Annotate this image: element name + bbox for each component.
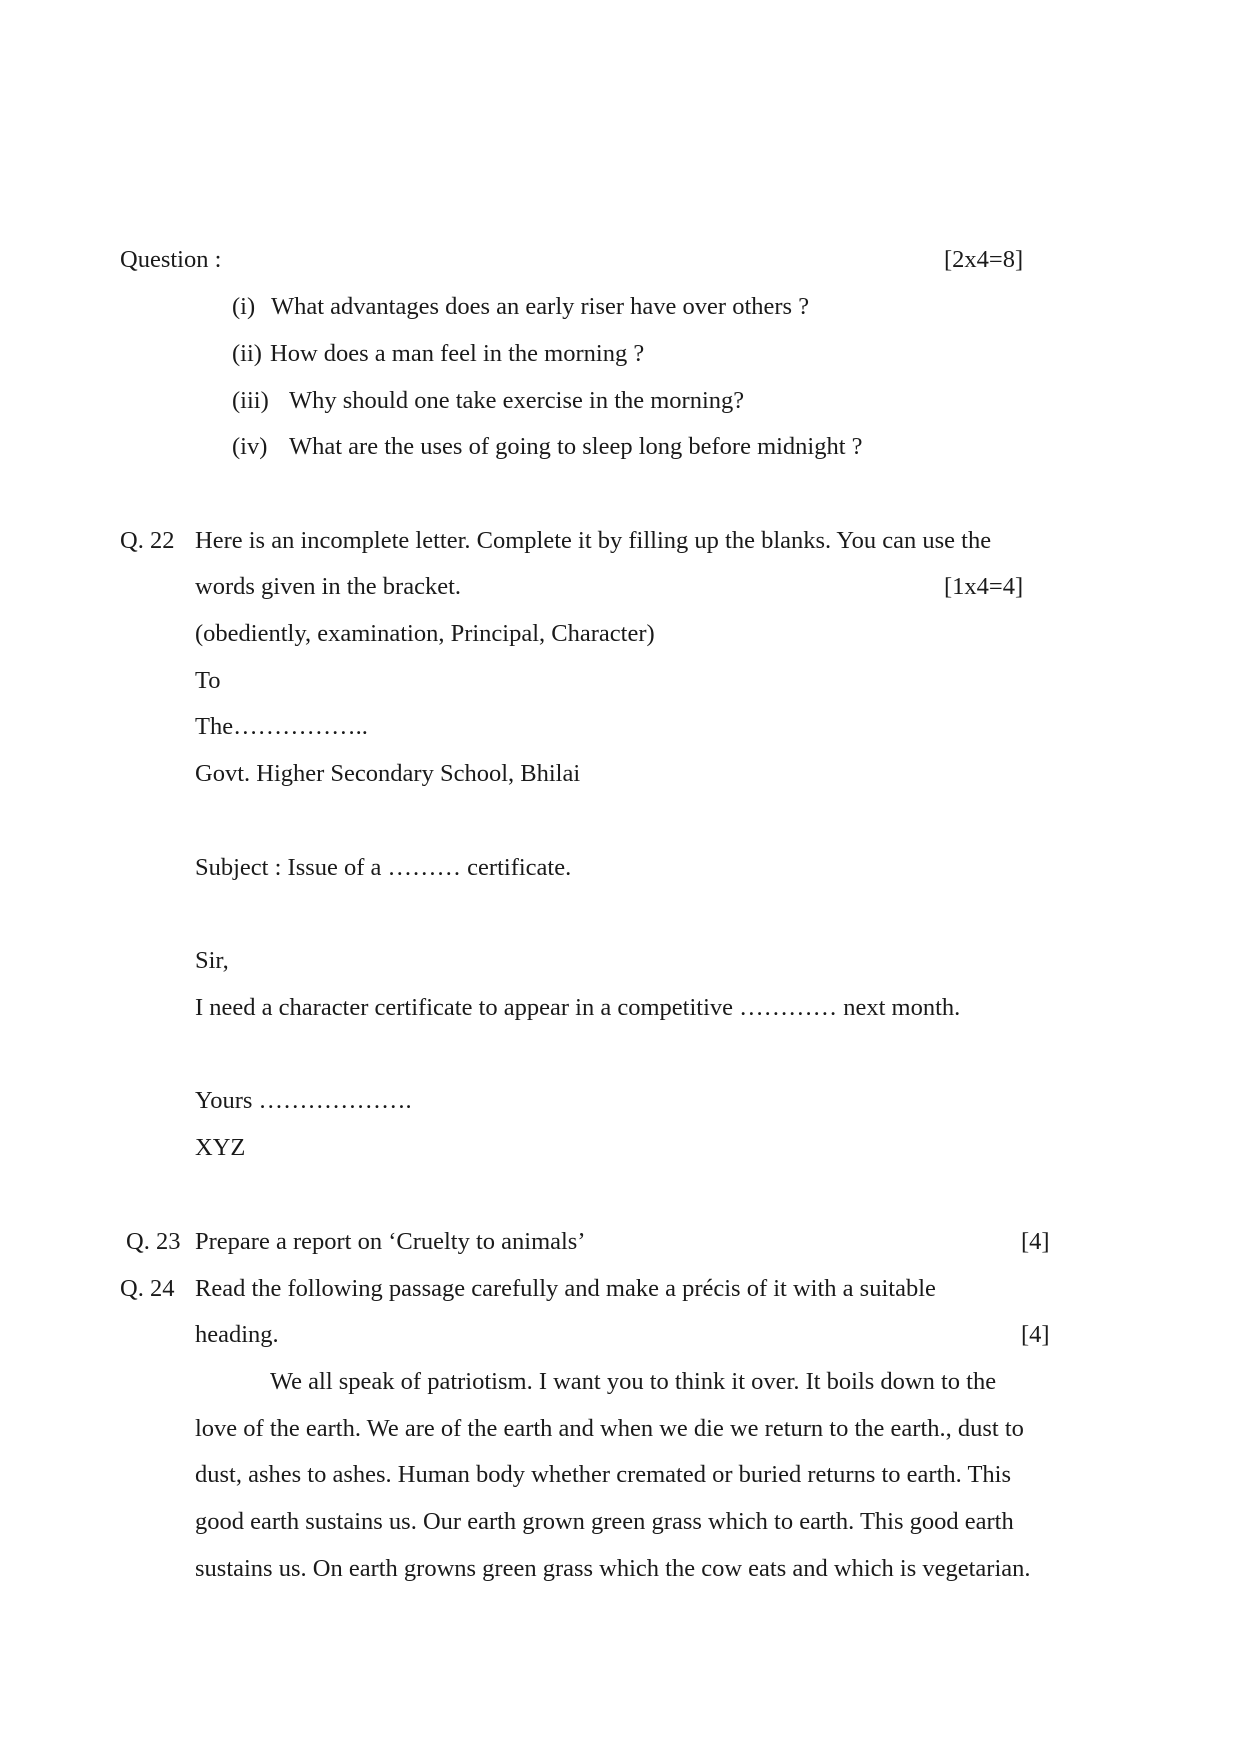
letter-body: I need a character certificate to appear in a competitive ………… next month. [195,994,961,1021]
subquestion-1-num: (i) [232,293,256,320]
letter-salutation: Sir, [195,947,229,974]
letter-recipient: The…………….. [195,713,368,740]
passage-line-3: dust, ashes to ashes. Human body whether cremated or buried returns to earth. This [195,1461,1012,1488]
subquestion-2-text: How does a man feel in the morning ? [270,340,645,367]
question-heading: Question : [120,246,222,273]
q24-instruction-line2: heading. [195,1321,279,1348]
passage-line-4: good earth sustains us. Our earth grown green grass which to earth. This good earth [195,1508,1014,1535]
q22-word-options: (obediently, examination, Principal, Character) [195,620,655,647]
subquestion-3-num: (iii) [232,387,269,414]
subquestion-4-text: What are the uses of going to sleep long before midnight ? [289,433,863,460]
passage-line-1: We all speak of patriotism. I want you to think it over. It boils down to the [270,1368,997,1395]
q24-marks: [4] [1021,1321,1050,1348]
letter-closing: Yours ………………. [195,1087,412,1114]
subquestion-4-num: (iv) [232,433,268,460]
passage-line-2: love of the earth. We are of the earth and when we die we return to the earth., dust to [195,1415,1024,1442]
letter-address: Govt. Higher Secondary School, Bhilai [195,760,581,787]
passage-line-5: sustains us. On earth growns green grass which the cow eats and which is vegetarian. [195,1555,1031,1582]
q22-number: Q. 22 [120,527,175,554]
q24-instruction-line1: Read the following passage carefully and make a précis of it with a suitable [195,1275,936,1302]
q22-instruction-line2: words given in the bracket. [195,573,462,600]
q23-number: Q. 23 [126,1228,181,1255]
letter-signature: XYZ [195,1134,246,1161]
q24-number: Q. 24 [120,1275,175,1302]
q22-marks: [1x4=4] [944,573,1024,600]
question-marks: [2x4=8] [944,246,1024,273]
subquestion-3-text: Why should one take exercise in the morning? [289,387,745,414]
subquestion-2-num: (ii) [232,340,262,367]
q22-instruction-line1: Here is an incomplete letter. Complete it by filling up the blanks. You can use the [195,527,992,554]
letter-to: To [195,667,221,694]
q23-text: Prepare a report on ‘Cruelty to animals’ [195,1228,586,1255]
q23-marks: [4] [1021,1228,1050,1255]
subquestion-1-text: What advantages does an early riser have over others ? [271,293,810,320]
letter-subject: Subject : Issue of a ……… certificate. [195,854,572,881]
